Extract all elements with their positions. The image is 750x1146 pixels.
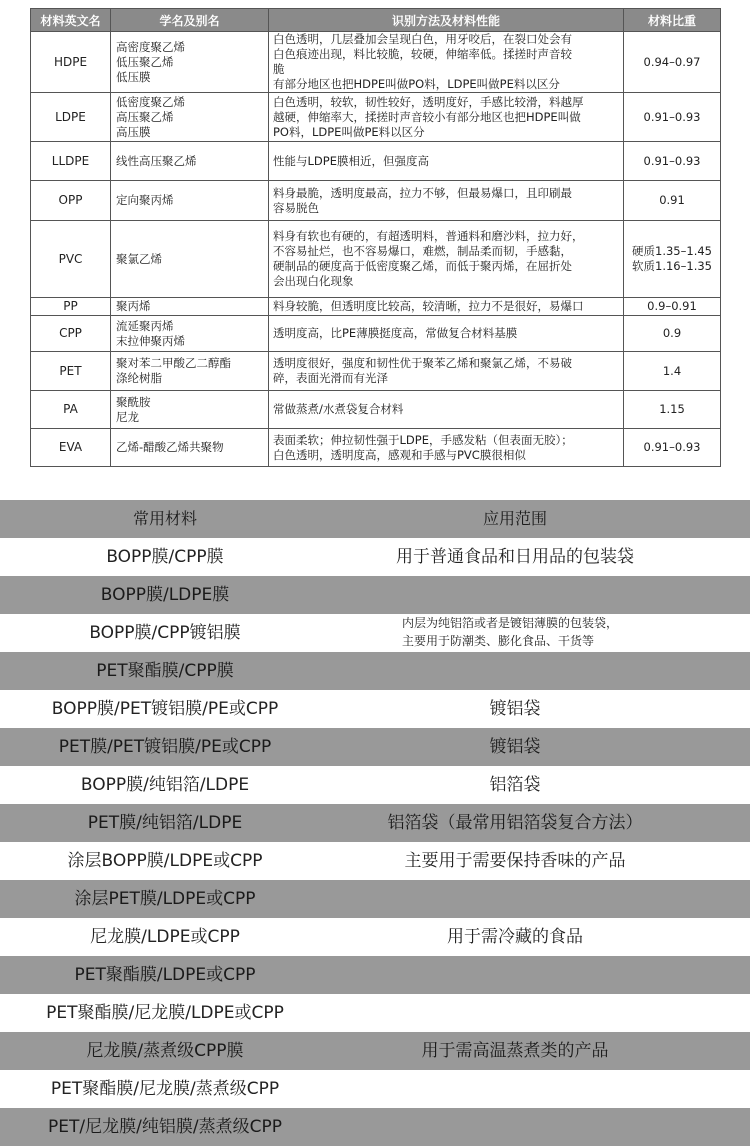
material-density [624, 316, 721, 352]
list-item [0, 804, 750, 842]
application-scope [345, 652, 685, 690]
material-name-line: 定向聚丙烯 [116, 193, 174, 207]
material-description [269, 181, 624, 221]
header-names: 学名及别名 [111, 9, 269, 32]
list-item [0, 994, 750, 1032]
material-description [269, 391, 624, 429]
description-line: 碎，表面光滑而有光泽 [273, 371, 388, 385]
material-properties-table [30, 8, 721, 467]
density-line: 1.15 [659, 402, 685, 416]
material-name-line: 低密度聚乙烯 [116, 94, 185, 109]
note-line: 内层为纯铝箔或者是镀铝薄膜的包装袋， [402, 616, 619, 630]
list-item [0, 766, 750, 804]
material-description [269, 32, 624, 93]
density-line: 0.94–0.97 [643, 54, 701, 69]
composite-material: 涂层BOPP膜/LDPE或CPP [67, 851, 263, 871]
header-density: 材料比重 [624, 9, 721, 32]
material-name-line: 聚酰胺 [116, 394, 151, 409]
aluminium-note [402, 614, 618, 650]
table-row [31, 93, 721, 142]
list-item [0, 1032, 750, 1070]
material-abbr: LDPE [31, 93, 111, 142]
composite-material: BOPP膜/PET镀铝膜/PE或CPP [51, 699, 279, 719]
density-line: 1.4 [662, 363, 682, 378]
density-line: 硬质1.35–1.45 [632, 244, 712, 258]
list-item [0, 576, 750, 614]
list-item [0, 918, 750, 956]
list-item [0, 652, 750, 690]
material-name-line: 高密度聚乙烯 [116, 39, 185, 54]
description-line: 透明度很好，强度和韧性优于聚苯乙烯和聚氯乙烯，不易破 [273, 356, 572, 370]
material-name-line: 线性高压聚乙烯 [116, 153, 197, 168]
composite-material: PET/尼龙膜/纯铝膜/蒸煮级CPP [48, 1117, 282, 1137]
material-name-line: 流延聚丙烯 [116, 318, 174, 333]
list-item [0, 614, 750, 652]
material-name-line: 乙烯-醋酸乙烯共聚物 [116, 440, 224, 454]
description-line: 脆 [273, 62, 285, 76]
composite-material: PET聚酯膜/LDPE或CPP [74, 965, 256, 985]
material-description [269, 316, 624, 352]
material-density [624, 32, 721, 93]
header-application: 应用范围 [482, 509, 547, 528]
description-line: 料身有软也有硬的，有超透明料，普通料和磨沙料，拉力好， [273, 229, 584, 243]
application-scope [345, 576, 685, 614]
material-name-line: 末拉伸聚丙烯 [116, 333, 185, 348]
description-line: 硬制品的硬度高于低密度聚乙烯，而低于聚丙烯，在屈折处 [273, 259, 572, 273]
note-line: 主要用于防潮类、膨化食品、干货等 [402, 634, 595, 648]
material-description [269, 352, 624, 391]
composite-material: PET膜/PET镀铝膜/PE或CPP [58, 737, 272, 757]
header-material: 常用材料 [132, 509, 197, 528]
composite-material: 涂层PET膜/LDPE或CPP [74, 889, 256, 909]
material-name-line: 聚对苯二甲酸乙二醇酯 [116, 356, 231, 370]
density-line: 0.91 [659, 193, 685, 207]
application-scope: 铝箔袋（最常用铝箔袋复合方法） [387, 813, 643, 833]
description-line: 透明度高，比PE薄膜挺度高，常做复合材料基膜 [273, 326, 518, 340]
material-description [269, 298, 624, 316]
list-item [0, 690, 750, 728]
table-row [31, 429, 721, 467]
material-names [111, 93, 269, 142]
material-density [624, 142, 721, 181]
description-line: 常做蒸煮/水煮袋复合材料 [273, 402, 404, 416]
description-line: 白色透明，较软，韧性较好，透明度好，手感比较滑，料越厚 [273, 94, 584, 109]
density-line: 0.9 [662, 326, 682, 340]
material-abbr: OPP [31, 181, 111, 221]
table-header-row [31, 9, 721, 32]
material-names [111, 32, 269, 93]
density-line: 0.91–0.93 [643, 440, 701, 454]
description-line: 会出现白化现象 [273, 274, 354, 288]
material-names [111, 391, 269, 429]
material-description [269, 429, 624, 467]
material-description [269, 142, 624, 181]
material-abbr: LLDPE [31, 142, 111, 181]
composite-material: PET聚酯膜/尼龙膜/蒸煮级CPP [50, 1079, 280, 1099]
list-item [0, 956, 750, 994]
material-density [624, 181, 721, 221]
table-row [31, 391, 721, 429]
table-row [31, 32, 721, 93]
description-line: 越硬，伸缩率大，揉搓时声音较小有部分地区也把HDPE叫做 [273, 109, 581, 124]
list-item [0, 1108, 750, 1146]
material-density [624, 93, 721, 142]
composite-material: BOPP膜/CPP膜 [106, 547, 224, 567]
application-scope [345, 880, 685, 918]
material-names [111, 221, 269, 298]
list-item [0, 842, 750, 880]
composite-material: BOPP膜/纯铝箔/LDPE [80, 775, 250, 795]
list-item [0, 728, 750, 766]
composite-material: 尼龙膜/LDPE或CPP [90, 927, 240, 947]
application-scope: 用于普通食品和日用品的包装袋 [396, 547, 634, 567]
description-line: 白色痕迹出现，料比较脆，较硬，伸缩率低。揉搓时声音较 [273, 47, 572, 61]
description-line: 不容易扯烂，也不容易爆口，难燃，制品柔而韧，手感黏， [273, 244, 572, 258]
description-line: 料身较脆，但透明度比较高，较清晰，拉力不是很好，易爆口 [273, 299, 584, 313]
application-scope: 用于需高温蒸煮类的产品 [421, 1041, 609, 1061]
application-header-row [0, 500, 750, 538]
material-names [111, 316, 269, 352]
material-density [624, 429, 721, 467]
composite-material: PET膜/纯铝箔/LDPE [87, 813, 243, 833]
composite-material: BOPP膜/CPP镀铝膜 [89, 623, 241, 643]
material-density [624, 298, 721, 316]
table-row [31, 181, 721, 221]
description-line: 容易脱色 [273, 200, 319, 215]
material-names [111, 181, 269, 221]
material-density [624, 352, 721, 391]
material-names [111, 298, 269, 316]
material-names [111, 142, 269, 181]
material-density [624, 391, 721, 429]
application-scope: 用于需冷藏的食品 [447, 927, 583, 947]
description-line: 表面柔软；伸拉韧性强于LDPE，手感发粘（但表面无胶）； [273, 432, 573, 447]
composite-material: PET聚酯膜/尼龙膜/LDPE或CPP [46, 1003, 284, 1023]
description-line: PO料，LDPE叫做PE料以区分 [273, 124, 425, 139]
material-abbr: PP [31, 298, 111, 316]
application-scope [345, 956, 685, 994]
application-scope: 镀铝袋 [489, 737, 541, 757]
material-abbr: PET [31, 352, 111, 391]
table-row [31, 142, 721, 181]
list-item [0, 538, 750, 576]
description-line: 有部分地区也把HDPE叫做PO料，LDPE叫做PE料以区分 [273, 77, 560, 91]
density-line: 0.91–0.93 [643, 109, 701, 124]
composite-material: PET聚酯膜/CPP膜 [96, 661, 234, 681]
material-abbr: PVC [31, 221, 111, 298]
material-name-line: 涤纶树脂 [116, 371, 162, 385]
application-scope [345, 1070, 685, 1108]
material-names [111, 352, 269, 391]
density-line: 0.91–0.93 [643, 153, 701, 168]
material-abbr: CPP [31, 316, 111, 352]
material-name-line: 低压聚乙烯 [116, 54, 174, 69]
application-scope: 主要用于需要保持香味的产品 [404, 851, 626, 871]
material-name-line: 高压聚乙烯 [116, 109, 174, 124]
material-description [269, 221, 624, 298]
description-line: 白色透明，几层叠加会呈现白色，用牙咬后，在裂口处会有 [273, 32, 572, 46]
composite-material: BOPP膜/LDPE膜 [100, 585, 230, 605]
density-line: 0.9–0.91 [647, 299, 697, 313]
list-item [0, 1070, 750, 1108]
material-description [269, 93, 624, 142]
packaging-application-table [0, 500, 750, 1146]
material-abbr: PA [31, 391, 111, 429]
material-name-line: 尼龙 [116, 409, 139, 424]
description-line: 性能与LDPE膜相近，但强度高 [273, 153, 429, 168]
application-scope [345, 1108, 685, 1146]
header-abbr: 材料英文名 [31, 9, 111, 32]
material-name-line: 聚丙烯 [116, 299, 151, 313]
material-density [624, 221, 721, 298]
description-line: 料身最脆，透明度最高，拉力不够，但最易爆口，且印刷最 [273, 185, 572, 200]
material-name-line: 聚氯乙烯 [116, 251, 162, 266]
composite-material: 尼龙膜/蒸煮级CPP膜 [86, 1041, 244, 1061]
material-name-line: 高压膜 [116, 124, 151, 139]
application-scope: 镀铝袋 [489, 699, 541, 719]
application-scope [345, 994, 685, 1032]
table-row [31, 221, 721, 298]
material-name-line: 低压膜 [116, 69, 151, 84]
density-line: 软质1.16–1.35 [632, 259, 712, 273]
material-names [111, 429, 269, 467]
list-item [0, 880, 750, 918]
header-description: 识别方法及材料性能 [269, 9, 624, 32]
description-line: 白色透明，透明度高，感观和手感与PVC膜很相似 [273, 447, 526, 462]
application-scope: 铝箔袋 [489, 775, 541, 795]
material-abbr: EVA [31, 429, 111, 467]
table-row [31, 298, 721, 316]
table-row [31, 352, 721, 391]
table-row [31, 316, 721, 352]
material-abbr: HDPE [31, 32, 111, 93]
